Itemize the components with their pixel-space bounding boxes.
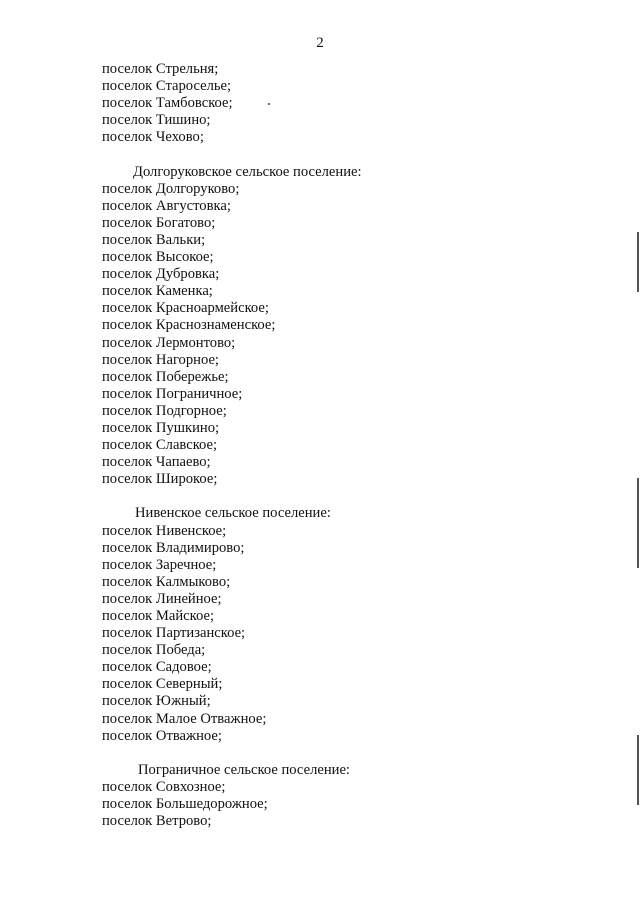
list-item: поселок Пушкино; bbox=[102, 419, 220, 436]
section-spacer bbox=[102, 488, 602, 505]
list-item: поселок Августовка; bbox=[102, 197, 231, 214]
section-pogranichnoe bbox=[102, 762, 602, 830]
list-item: поселок Тамбовское; bbox=[102, 95, 233, 112]
list-item: поселок Нагорное; bbox=[102, 351, 219, 368]
section-spacer bbox=[102, 146, 602, 163]
list-item: поселок Лермонтово; bbox=[102, 334, 236, 351]
section-nivenskoe bbox=[102, 505, 602, 744]
list-item: поселок Калмыково; bbox=[102, 573, 231, 590]
list-item: поселок Богатово; bbox=[102, 214, 216, 231]
section-spacer bbox=[102, 745, 602, 762]
list-item: поселок Южный; bbox=[102, 693, 211, 710]
list-item: поселок Отважное; bbox=[102, 727, 222, 744]
list-item: поселок Победа; bbox=[102, 642, 206, 659]
list-item: поселок Дубровка; bbox=[102, 266, 220, 283]
section-dolgorukovskoe bbox=[102, 164, 602, 489]
list-item: поселок Владимирово; bbox=[102, 539, 245, 556]
list-item: поселок Нивенское; bbox=[102, 522, 227, 539]
list-item: поселок Садовое; bbox=[102, 659, 212, 676]
section-heading: Нивенское сельское поселение: bbox=[135, 505, 331, 522]
section-heading: Пограничное сельское поселение: bbox=[138, 761, 350, 778]
list-item: поселок Большедорожное; bbox=[102, 796, 268, 813]
list-item: поселок Стрельня; bbox=[102, 61, 219, 77]
list-item: поселок Партизанское; bbox=[102, 625, 246, 642]
scan-edge-mark bbox=[637, 232, 639, 292]
scan-edge-mark bbox=[637, 735, 639, 805]
list-item: поселок Высокое; bbox=[102, 249, 214, 266]
list-item: поселок Красноармейское; bbox=[102, 300, 269, 317]
scan-edge-mark bbox=[637, 478, 639, 568]
list-item: поселок Краснознаменское; bbox=[102, 317, 276, 334]
list-item: поселок Чехово; bbox=[102, 129, 204, 146]
list-item: поселок Долгоруково; bbox=[102, 180, 240, 197]
document-body bbox=[102, 61, 602, 830]
list-item: поселок Совхозное; bbox=[102, 778, 226, 795]
list-item: поселок Линейное; bbox=[102, 590, 222, 607]
list-item: поселок Малое Отважное; bbox=[102, 710, 267, 727]
list-item: поселок Староселье; bbox=[102, 78, 232, 95]
scan-speck bbox=[268, 103, 270, 105]
list-item: поселок Чапаево; bbox=[102, 454, 211, 471]
list-item: поселок Славское; bbox=[102, 437, 218, 454]
list-item: поселок Майское; bbox=[102, 608, 215, 624]
list-item: поселок Вальки; bbox=[102, 231, 206, 248]
list-item: поселок Тишино; bbox=[102, 112, 211, 129]
list-item: поселок Каменка; bbox=[102, 283, 213, 300]
page-number: 2 bbox=[316, 35, 324, 51]
list-item: поселок Побережье; bbox=[102, 368, 229, 385]
intro-list bbox=[102, 61, 602, 146]
section-heading: Долгоруковское сельское поселение: bbox=[133, 163, 362, 180]
list-item: поселок Ветрово; bbox=[102, 813, 212, 830]
list-item: поселок Широкое; bbox=[102, 471, 218, 488]
list-item: поселок Подгорное; bbox=[102, 402, 227, 419]
list-item: поселок Пограничное; bbox=[102, 385, 243, 402]
list-item: поселок Заречное; bbox=[102, 556, 217, 573]
list-item: поселок Северный; bbox=[102, 676, 223, 693]
